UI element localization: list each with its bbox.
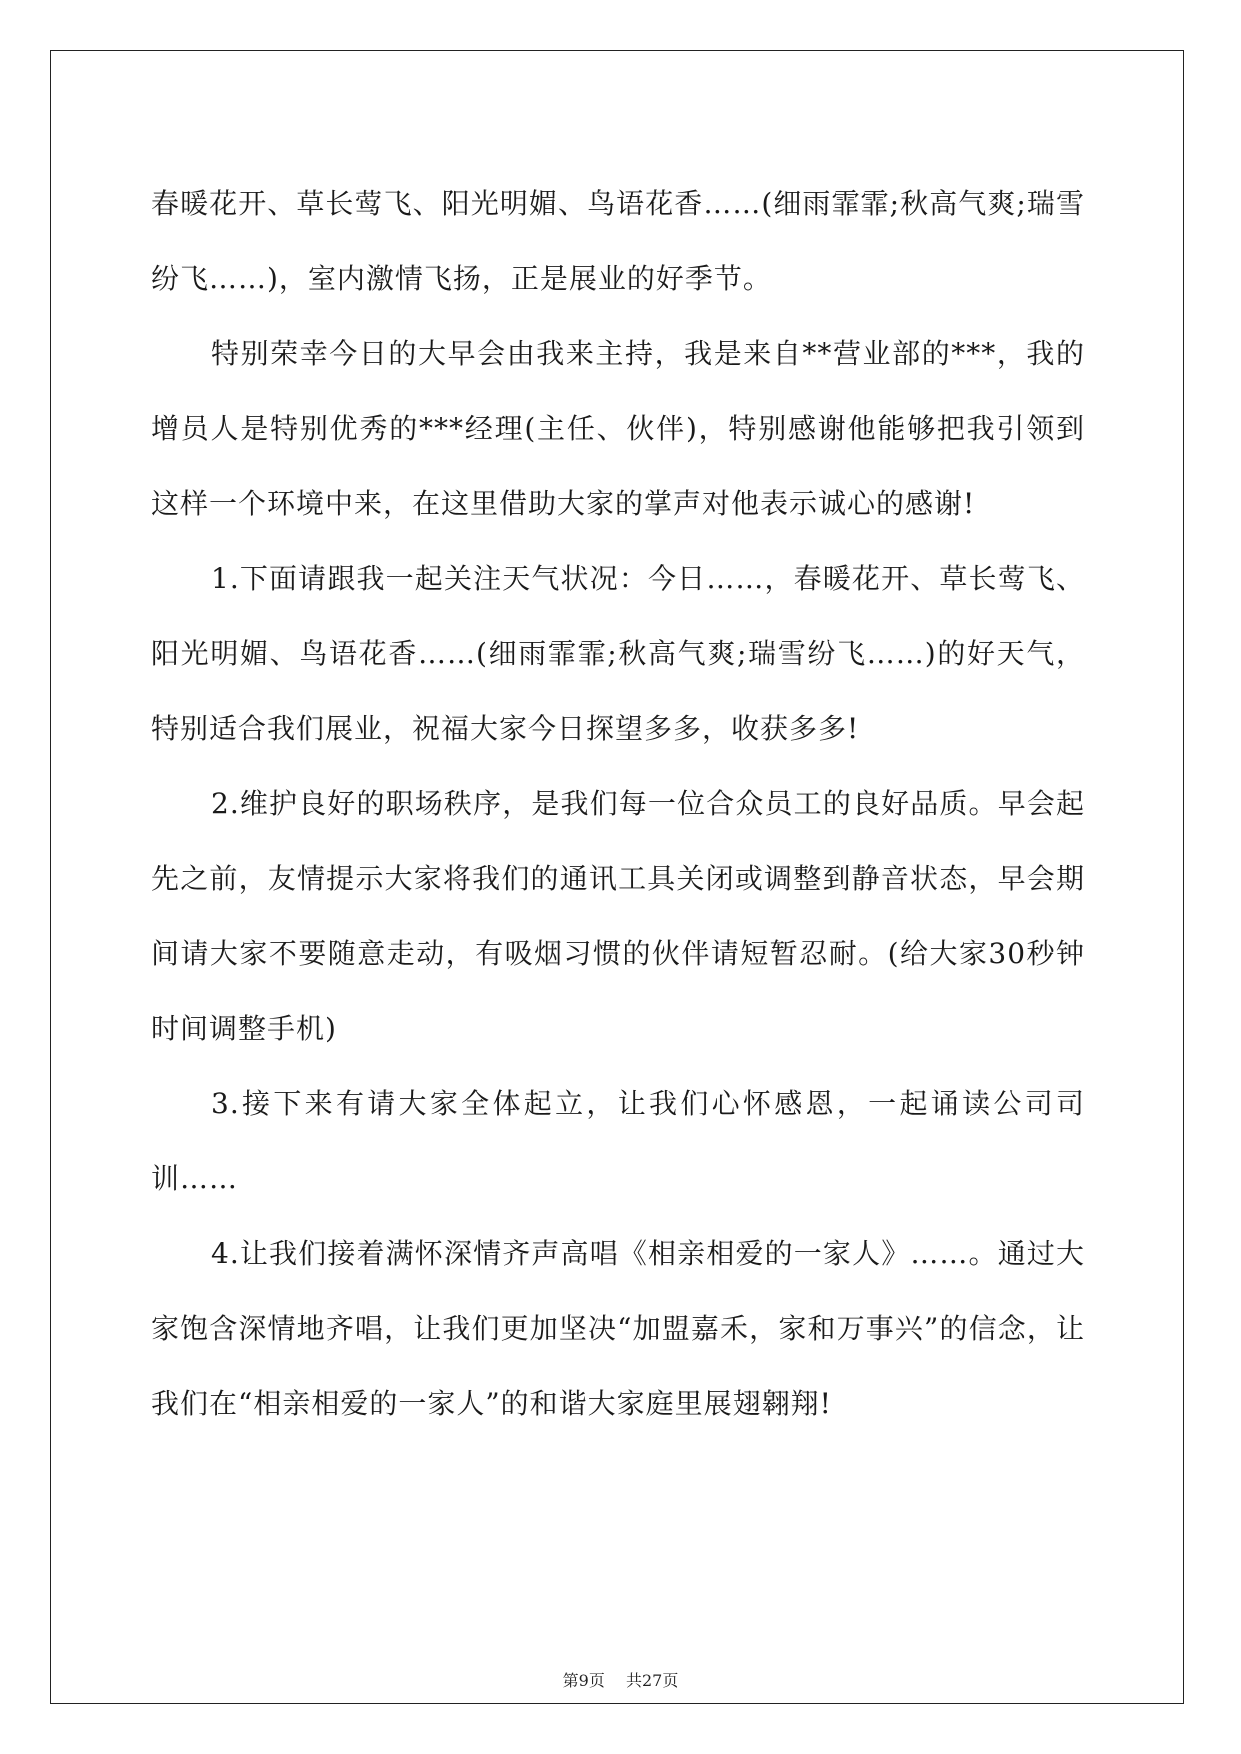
page-number: 第9页 xyxy=(562,1671,605,1690)
page-footer xyxy=(0,1668,1241,1691)
page-total: 共27页 xyxy=(625,1671,679,1690)
document-body xyxy=(151,166,1085,1441)
paragraph-1: 春暖花开、草长莺飞、阳光明媚、鸟语花香……(细雨霏霏;秋高气爽;瑞雪纷飞……)，室内激情飞扬，正是展业的好季节。 xyxy=(151,187,1085,295)
paragraph-2: 特别荣幸今日的大早会由我来主持，我是来自**营业部的***，我的增员人是特别优秀的***经理(主任、伙伴)，特别感谢他能够把我引领到这样一个环境中来，在这里借助大家的掌声对他表示诚心的感谢! xyxy=(151,337,1085,520)
paragraph-6: 4.让我们接着满怀深情齐声高唱《相亲相爱的一家人》……。通过大家饱含深情地齐唱，让我们更加坚决“加盟嘉禾，家和万事兴”的信念，让我们在“相亲相爱的一家人”的和谐大家庭里展翅翱翔! xyxy=(151,1237,1085,1420)
paragraph-5: 3.接下来有请大家全体起立，让我们心怀感恩，一起诵读公司司训…… xyxy=(151,1087,1085,1195)
paragraph-3: 1.下面请跟我一起关注天气状况：今日……，春暖花开、草长莺飞、阳光明媚、鸟语花香……(细雨霏霏;秋高气爽;瑞雪纷飞……)的好天气，特别适合我们展业，祝福大家今日探望多多，收获多多! xyxy=(151,562,1085,745)
paragraph-4: 2.维护良好的职场秩序，是我们每一位合众员工的良好品质。早会起先之前，友情提示大家将我们的通讯工具关闭或调整到静音状态，早会期间请大家不要随意走动，有吸烟习惯的伙伴请短暂忍耐。(给大家30秒钟时间调整手机) xyxy=(151,787,1085,1045)
